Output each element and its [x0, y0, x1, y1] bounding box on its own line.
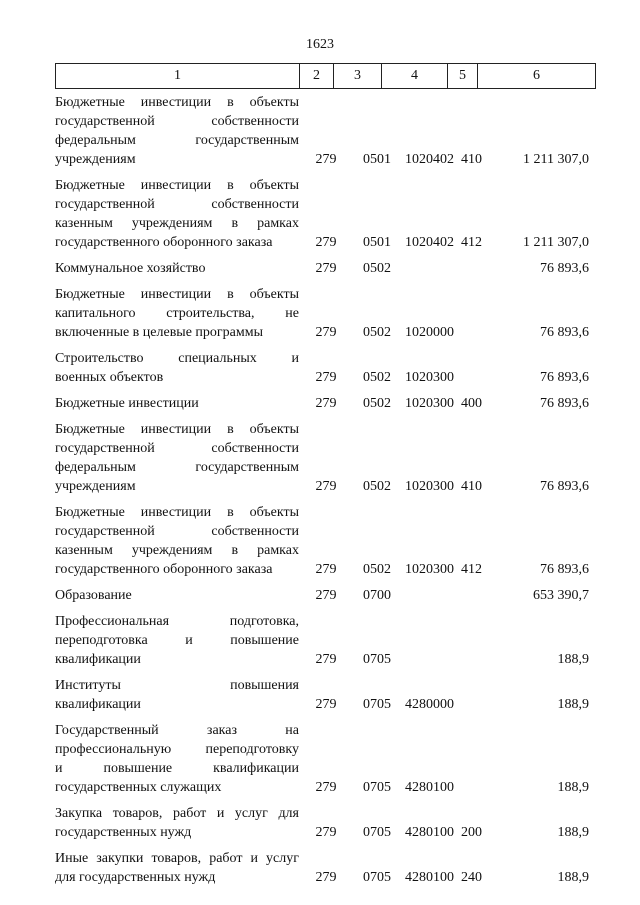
row-grbs: 279	[315, 562, 337, 577]
row-grbs: 279	[315, 370, 337, 385]
row-name-line: Образование	[55, 588, 132, 603]
row-amount: 76 893,6	[540, 261, 589, 276]
row-grbs: 279	[315, 780, 337, 795]
row-section: 0705	[363, 870, 391, 885]
row-target-article: 1020000	[405, 325, 454, 340]
row-target-article: 1020402	[405, 235, 454, 250]
budget-table-body	[55, 93, 589, 894]
row-name-line: профессиональную переподготовку	[55, 742, 299, 757]
row-name	[55, 849, 299, 887]
row-target-article: 4280000	[405, 697, 454, 712]
row-amount: 1 211 307,0	[523, 235, 589, 250]
row-name	[55, 721, 299, 797]
row-name-line: Бюджетные инвестиции в объекты	[55, 287, 299, 302]
row-name	[55, 503, 299, 579]
row-section: 0501	[363, 235, 391, 250]
row-grbs: 279	[315, 261, 337, 276]
row-name-line: государственных служащих	[55, 780, 222, 795]
row-section: 0502	[363, 562, 391, 577]
row-name-line: казенным учреждениям в рамках	[55, 543, 299, 558]
row-name-line: Строительство специальных и	[55, 351, 299, 366]
row-name	[55, 804, 299, 842]
row-name	[55, 259, 299, 278]
row-target-article: 1020402	[405, 152, 454, 167]
row-name-line: Институты повышения	[55, 678, 299, 693]
row-grbs: 279	[315, 588, 337, 603]
row-section: 0705	[363, 697, 391, 712]
row-section: 0705	[363, 780, 391, 795]
row-name-line: государственной собственности	[55, 197, 299, 212]
row-section: 0705	[363, 825, 391, 840]
page-number: 1623	[306, 37, 334, 52]
row-amount: 188,9	[557, 825, 589, 840]
row-expense-type: 410	[461, 152, 482, 167]
header-col-4: 4	[382, 64, 448, 89]
header-col-5: 5	[448, 64, 478, 89]
row-name	[55, 349, 299, 387]
table-row	[55, 93, 589, 169]
table-row	[55, 285, 589, 342]
row-grbs: 279	[315, 396, 337, 411]
row-grbs: 279	[315, 825, 337, 840]
row-name-line: Бюджетные инвестиции в объекты	[55, 95, 299, 110]
row-name-line: включенные в целевые программы	[55, 325, 264, 340]
row-target-article: 4280100	[405, 825, 454, 840]
row-target-article: 1020300	[405, 479, 454, 494]
row-name	[55, 93, 299, 169]
header-col-6: 6	[478, 64, 596, 89]
row-amount: 76 893,6	[540, 325, 589, 340]
row-name-line: учреждениям	[55, 152, 136, 167]
table-row	[55, 721, 589, 797]
row-target-article: 1020300	[405, 562, 454, 577]
row-expense-type: 412	[461, 562, 482, 577]
row-amount: 188,9	[557, 780, 589, 795]
table-row	[55, 503, 589, 579]
table-row	[55, 849, 589, 887]
header-col-3: 3	[334, 64, 382, 89]
row-section: 0705	[363, 652, 391, 667]
row-name-line: капитального строительства, не	[55, 306, 299, 321]
row-name-line: и повышение квалификации	[55, 761, 299, 776]
row-section: 0700	[363, 588, 391, 603]
row-expense-type: 200	[461, 825, 482, 840]
row-name-line: переподготовка и повышение	[55, 633, 299, 648]
row-grbs: 279	[315, 152, 337, 167]
row-amount: 1 211 307,0	[523, 152, 589, 167]
table-row	[55, 586, 589, 605]
row-name-line: Бюджетные инвестиции	[55, 396, 199, 411]
row-name-line: государственного оборонного заказа	[55, 235, 273, 250]
row-expense-type: 410	[461, 479, 482, 494]
row-name	[55, 586, 299, 605]
row-name-line: учреждениям	[55, 479, 136, 494]
row-name-line: государственной собственности	[55, 524, 299, 539]
header-col-2: 2	[300, 64, 334, 89]
row-name-line: государственных нужд	[55, 825, 192, 840]
row-name-line: Бюджетные инвестиции в объекты	[55, 178, 299, 193]
table-row	[55, 394, 589, 413]
row-amount: 76 893,6	[540, 562, 589, 577]
row-amount: 188,9	[557, 652, 589, 667]
table-row	[55, 176, 589, 252]
row-name	[55, 420, 299, 496]
row-target-article: 1020300	[405, 370, 454, 385]
row-name-line: федеральным государственным	[55, 133, 299, 148]
table-row	[55, 259, 589, 278]
row-grbs: 279	[315, 479, 337, 494]
row-name	[55, 176, 299, 252]
row-amount: 76 893,6	[540, 396, 589, 411]
row-name-line: казенным учреждениям в рамках	[55, 216, 299, 231]
row-section: 0502	[363, 325, 391, 340]
row-grbs: 279	[315, 235, 337, 250]
table-row	[55, 676, 589, 714]
row-name-line: федеральным государственным	[55, 460, 299, 475]
row-section: 0502	[363, 261, 391, 276]
row-name-line: государственной собственности	[55, 441, 299, 456]
table-row	[55, 349, 589, 387]
row-grbs: 279	[315, 325, 337, 340]
row-name	[55, 285, 299, 342]
row-name-line: Государственный заказ на	[55, 723, 299, 738]
table-row	[55, 612, 589, 669]
row-section: 0502	[363, 479, 391, 494]
row-name-line: Иные закупки товаров, работ и услуг	[55, 851, 299, 866]
row-grbs: 279	[315, 652, 337, 667]
row-amount: 188,9	[557, 697, 589, 712]
table-row	[55, 804, 589, 842]
row-expense-type: 240	[461, 870, 482, 885]
row-section: 0502	[363, 370, 391, 385]
row-name-line: государственной собственности	[55, 114, 299, 129]
row-amount: 653 390,7	[533, 588, 589, 603]
row-name	[55, 676, 299, 714]
row-name-line: Бюджетные инвестиции в объекты	[55, 505, 299, 520]
row-name-line: квалификации	[55, 652, 141, 667]
row-grbs: 279	[315, 870, 337, 885]
row-target-article: 4280100	[405, 870, 454, 885]
row-name-line: Коммунальное хозяйство	[55, 261, 206, 276]
row-section: 0501	[363, 152, 391, 167]
row-amount: 188,9	[557, 870, 589, 885]
row-name	[55, 394, 299, 413]
row-target-article: 4280100	[405, 780, 454, 795]
row-name-line: Закупка товаров, работ и услуг для	[55, 806, 299, 821]
header-col-1: 1	[56, 64, 300, 89]
row-name-line: государственного оборонного заказа	[55, 562, 273, 577]
row-amount: 76 893,6	[540, 479, 589, 494]
row-name-line: квалификации	[55, 697, 141, 712]
row-name-line: Профессиональная подготовка,	[55, 614, 299, 629]
table-row	[55, 420, 589, 496]
row-expense-type: 412	[461, 235, 482, 250]
row-section: 0502	[363, 396, 391, 411]
row-name	[55, 612, 299, 669]
row-name-line: Бюджетные инвестиции в объекты	[55, 422, 299, 437]
row-name-line: для государственных нужд	[55, 870, 216, 885]
row-name-line: военных объектов	[55, 370, 164, 385]
row-target-article: 1020300	[405, 396, 454, 411]
row-amount: 76 893,6	[540, 370, 589, 385]
row-expense-type: 400	[461, 396, 482, 411]
row-grbs: 279	[315, 697, 337, 712]
column-number-header	[55, 63, 596, 89]
